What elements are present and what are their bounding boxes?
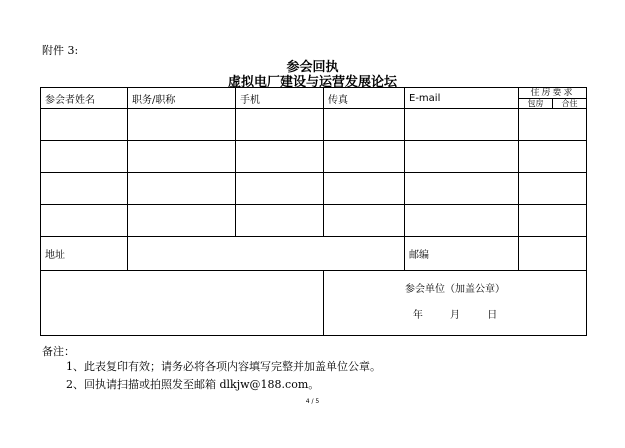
position-cell[interactable] [128,173,236,205]
position-cell[interactable] [128,205,236,237]
note-item: 1、此表复印有效；请务必将各项内容填写完整并加盖单位公章。 [66,360,381,373]
header-fax: 传真 [324,88,405,109]
mobile-cell[interactable] [236,173,324,205]
mobile-cell[interactable] [236,109,324,141]
position-cell[interactable] [128,141,236,173]
header-mobile: 手机 [236,88,324,109]
header-position: 职务/职称 [128,88,236,109]
email-cell[interactable] [405,109,519,141]
note-item: 2、回执请扫描或拍照发至邮箱 dlkjw@188.com。 [66,378,320,391]
postcode-label: 邮编 [405,237,519,271]
fax-cell[interactable] [324,109,405,141]
name-cell[interactable] [41,205,128,237]
postcode-field[interactable] [519,237,587,271]
email-cell[interactable] [405,173,519,205]
lodging-cell[interactable] [519,173,587,205]
lodging-cell[interactable] [519,141,587,173]
header-email: E-mail [405,88,519,109]
date-year: 年 [412,310,423,321]
position-cell[interactable] [128,109,236,141]
header-lodging [519,88,587,109]
registration-table [40,87,587,336]
address-field[interactable] [128,237,405,271]
attachment-label: 附件 3: [42,44,79,57]
stamp-area[interactable] [324,271,587,336]
date-month: 月 [450,310,460,321]
table-row [41,205,587,237]
name-cell[interactable] [41,141,128,173]
address-label: 地址 [41,237,128,271]
date-line [328,306,582,321]
address-row [41,237,587,271]
stamp-label: 参会单位（加盖公章） [405,284,505,295]
form-title: 参会回执 [286,60,339,75]
fax-cell[interactable] [324,173,405,205]
lodging-option-shared: 合住 [552,99,586,108]
mobile-cell[interactable] [236,205,324,237]
signature-row [41,271,587,336]
page-number: 4 / 5 [305,398,320,405]
name-cell[interactable] [41,173,128,205]
date-day: 日 [487,310,498,321]
lodging-cell[interactable] [519,109,587,141]
name-cell[interactable] [41,109,128,141]
table-row [41,109,587,141]
table-row [41,173,587,205]
lodging-cell[interactable] [519,205,587,237]
email-cell[interactable] [405,141,519,173]
lodging-label: 住房要求 [519,88,586,99]
mobile-cell[interactable] [236,141,324,173]
header-row [41,88,587,109]
table-row [41,141,587,173]
remarks-area[interactable] [41,271,324,336]
fax-cell[interactable] [324,205,405,237]
lodging-option-private: 包房 [527,99,544,108]
header-name: 参会者姓名 [41,88,128,109]
email-cell[interactable] [405,205,519,237]
notes-heading: 备注： [42,345,75,358]
fax-cell[interactable] [324,141,405,173]
form-subtitle: 虚拟电厂建设与运营发展论坛 [227,75,397,90]
